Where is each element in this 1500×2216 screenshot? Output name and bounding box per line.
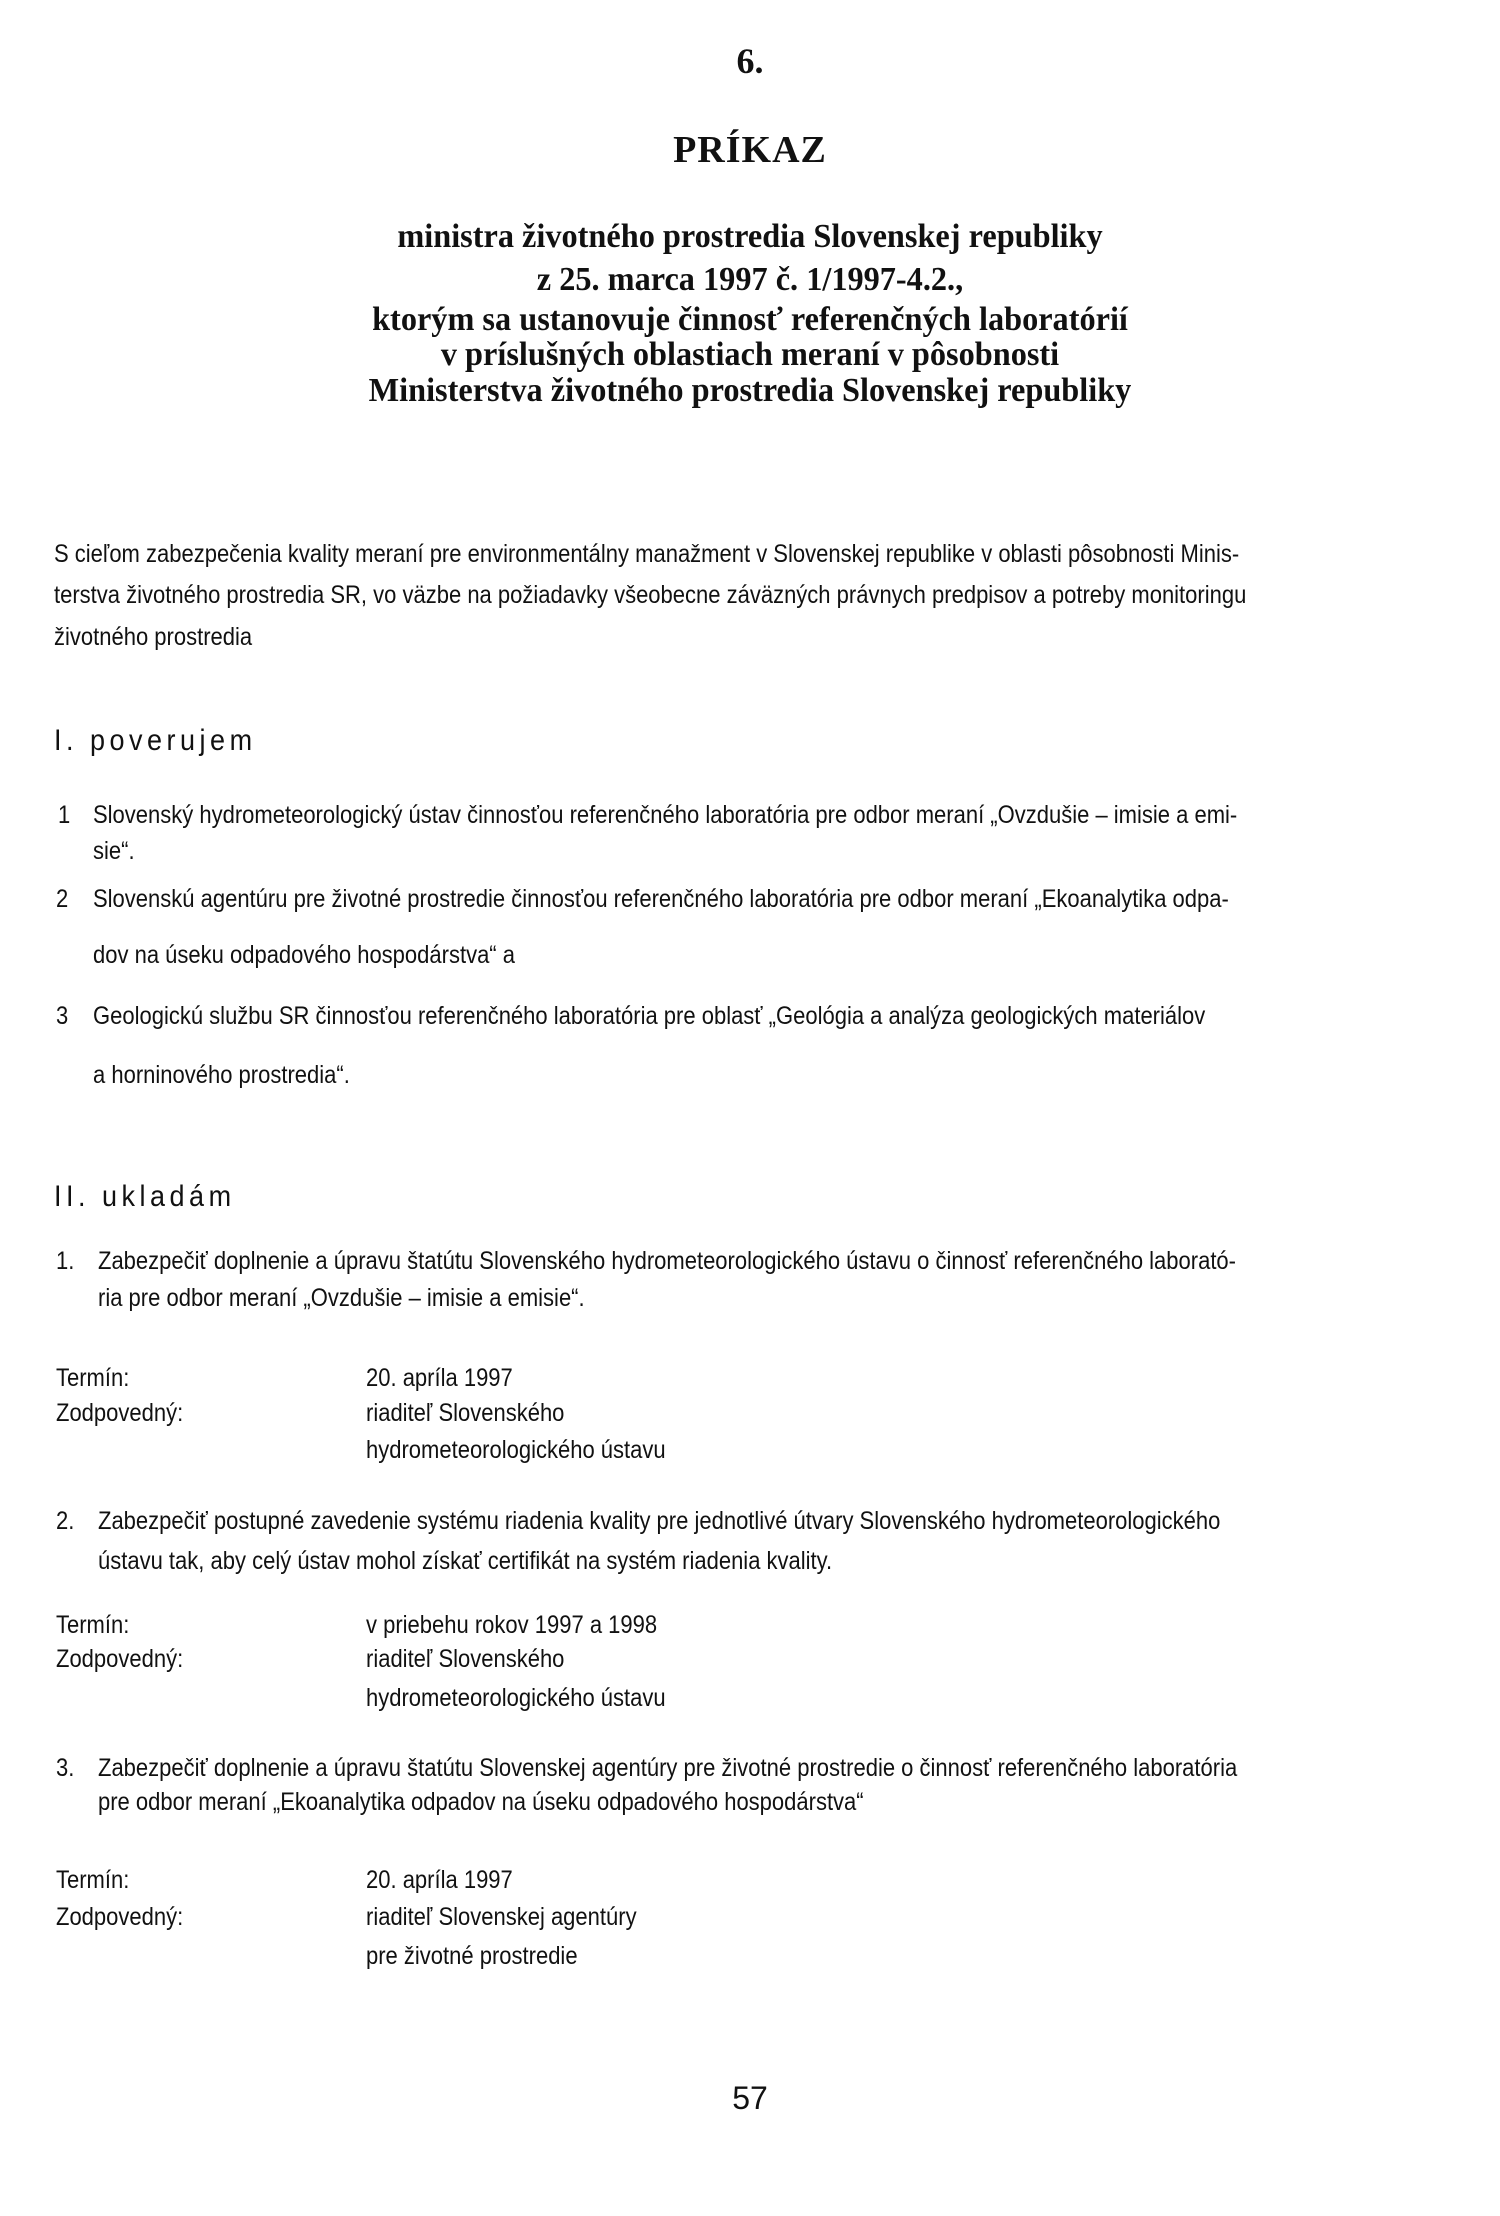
intro-line: S cieľom zabezpečenia kvality meraní pre environmentálny manažment v Slovenskej republike v oblasti pôsobnosti Minis-: [54, 540, 1240, 568]
item-line: dov na úseku odpadového hospodárstva“ a: [93, 941, 515, 969]
subtitle-line: ktorým sa ustanovuje činnosť referenčných laboratórií: [372, 301, 1128, 338]
item-line: Zabezpečiť postupné zavedenie systému riadenia kvality pre jednotlivé útvary Slovenského hydrometeorologického: [98, 1507, 1221, 1535]
document-title: PRÍKAZ: [673, 129, 827, 171]
responsible-value: hydrometeorologického ústavu: [366, 1684, 666, 1712]
item-line: ústavu tak, aby celý ústav mohol získať certifikát na systém riadenia kvality.: [98, 1547, 833, 1575]
subtitle-line: v príslušných oblastiach meraní v pôsobnosti: [440, 336, 1060, 373]
item-line: ria pre odbor meraní „Ovzdušie – imisie a emisie“.: [98, 1284, 585, 1312]
responsible-label: Zodpovedný:: [56, 1903, 184, 1931]
term-label: Termín:: [56, 1611, 130, 1639]
item-number: 1.: [56, 1247, 75, 1275]
subtitle-line: ministra životného prostredia Slovenskej republiky: [397, 218, 1103, 255]
subtitle-line: z 25. marca 1997 č. 1/1997-4.2.,: [536, 261, 964, 298]
responsible-value: riaditeľ Slovenskej agentúry: [366, 1903, 637, 1931]
page-number: 57: [732, 2080, 768, 2116]
document-number: 6.: [736, 41, 764, 81]
item-line: Geologickú službu SR činnosťou referenčného laboratória pre oblasť „Geológia a analýza geologických materiálov: [93, 1002, 1206, 1030]
item-line: Zabezpečiť doplnenie a úpravu štatútu Slovenského hydrometeorologického ústavu o činnosť referenčného laborató-: [98, 1247, 1237, 1275]
term-value: v priebehu rokov 1997 a 1998: [366, 1611, 658, 1639]
item-number: 2.: [56, 1507, 75, 1535]
item-number: 3.: [56, 1754, 75, 1782]
item-number: 1: [58, 801, 71, 829]
item-number: 2: [56, 885, 69, 913]
intro-line: terstva životného prostredia SR, vo väzbe na požiadavky všeobecne záväzných právnych predpisov a potreby monitoringu: [54, 581, 1247, 609]
intro-line: životného prostredia: [54, 623, 253, 651]
item-line: a horninového prostredia“.: [93, 1061, 350, 1089]
term-value: 20. apríla 1997: [366, 1866, 513, 1894]
responsible-label: Zodpovedný:: [56, 1645, 184, 1673]
responsible-value: riaditeľ Slovenského: [366, 1645, 565, 1673]
section-heading-1: I. poverujem: [54, 724, 257, 757]
term-label: Termín:: [56, 1866, 130, 1894]
subtitle-line: Ministerstva životného prostredia Slovenskej republiky: [368, 372, 1132, 409]
responsible-value: riaditeľ Slovenského: [366, 1399, 565, 1427]
item-line: sie“.: [93, 837, 135, 865]
responsible-value: hydrometeorologického ústavu: [366, 1436, 666, 1464]
term-label: Termín:: [56, 1364, 130, 1392]
section-heading-2: II. ukladám: [54, 1180, 236, 1213]
responsible-label: Zodpovedný:: [56, 1399, 184, 1427]
item-number: 3: [56, 1002, 69, 1030]
item-line: Slovenský hydrometeorologický ústav činnosťou referenčného laboratória pre odbor meraní „Ovzdušie – imisie a emi-: [93, 801, 1238, 829]
item-line: Zabezpečiť doplnenie a úpravu štatútu Slovenskej agentúry pre životné prostredie o činnosť referenčného laboratória: [98, 1754, 1238, 1782]
responsible-value: pre životné prostredie: [366, 1942, 578, 1970]
item-line: pre odbor meraní „Ekoanalytika odpadov na úseku odpadového hospodárstva“: [98, 1788, 864, 1816]
term-value: 20. apríla 1997: [366, 1364, 513, 1392]
item-line: Slovenskú agentúru pre životné prostredie činnosťou referenčného laboratória pre odbor meraní „Ekoanalytika odpa-: [93, 885, 1229, 913]
